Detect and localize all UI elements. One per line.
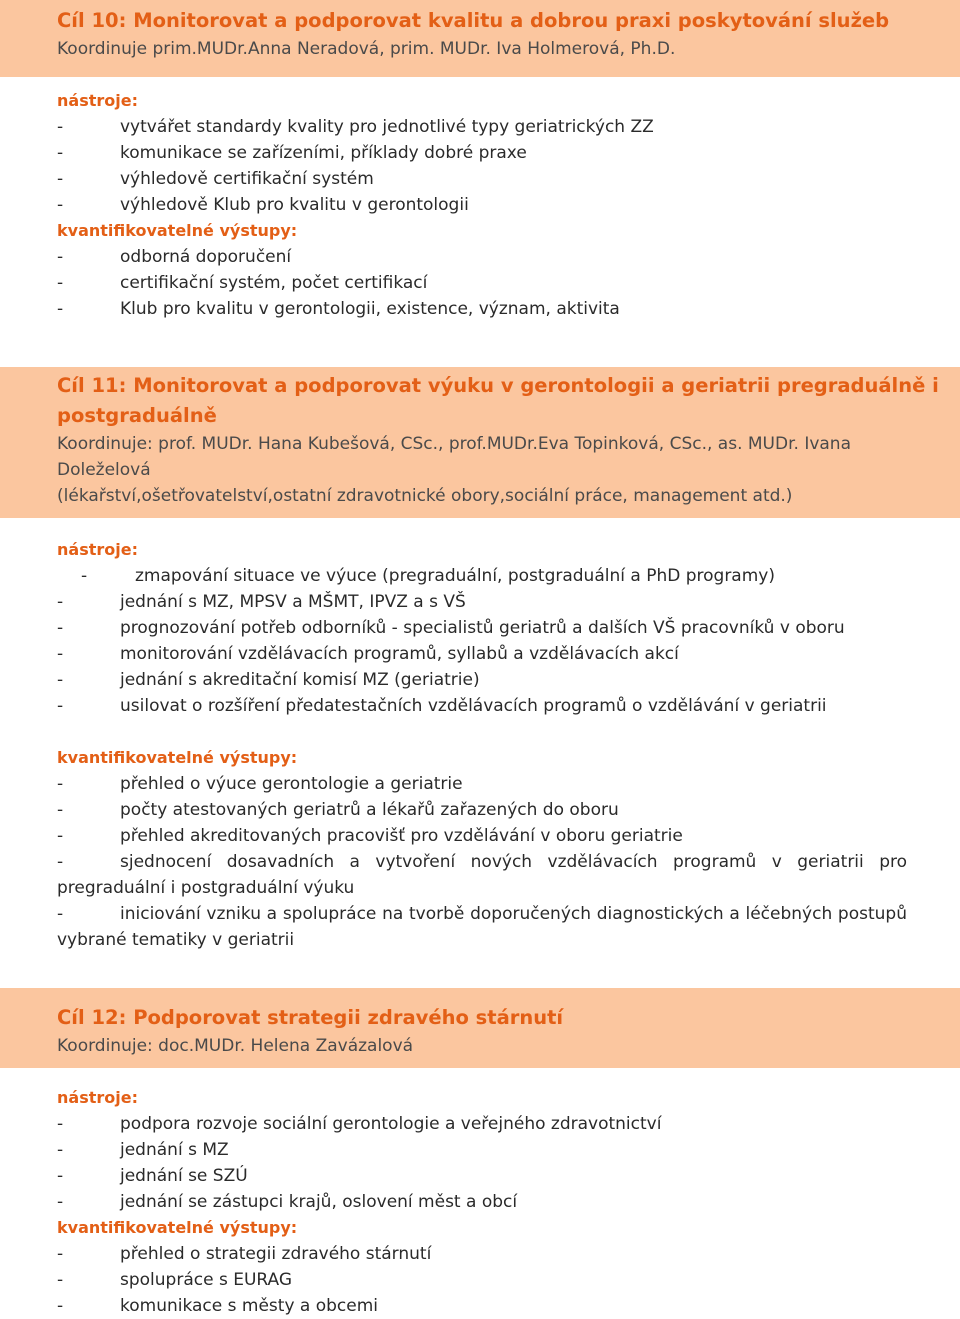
list-item: - jednání s akreditační komisí MZ (geriatrie) [57, 670, 480, 690]
list-item: - odborná doporučení [57, 247, 292, 267]
list-item: - jednání s MZ, MPSV a MŠMT, IPVZ a s VŠ [57, 592, 466, 612]
list-item: - jednání s MZ [57, 1140, 229, 1160]
goal-12-tools-label: nástroje: [57, 1088, 138, 1107]
goal-10-body [57, 88, 907, 322]
goal-10-coordinators: Koordinuje prim.MUDr.Anna Neradová, prim. MUDr. Iva Holmerová, Ph.D. [57, 39, 676, 59]
goal-10-tools-label: nástroje: [57, 91, 138, 110]
goal-12-header [0, 988, 960, 1068]
list-item: - komunikace s městy a obcemi [57, 1296, 379, 1316]
list-item: - počty atestovaných geriatrů a lékařů zařazených do oboru [57, 800, 619, 820]
list-item: - výhledově certifikační systém [57, 169, 374, 189]
goal-12-body [57, 1085, 907, 1319]
list-item: - iniciování vzniku a spolupráce na tvorbě doporučených diagnostických a léčebných postupů vybrané tematiky v geriatrii [57, 904, 907, 950]
list-item: - monitorování vzdělávacích programů, syllabů a vzdělávacích akcí [57, 644, 679, 664]
goal-11-body [57, 537, 907, 953]
goal-10-header [0, 0, 960, 77]
list-item: - přehled o strategii zdravého stárnutí [57, 1244, 432, 1264]
goal-12-coordinators: Koordinuje: doc.MUDr. Helena Zavázalová [57, 1036, 414, 1056]
goal-11-title-cont: postgraduálně [57, 404, 217, 427]
list-item: - certifikační systém, počet certifikací [57, 273, 428, 293]
list-item: - jednání se zástupci krajů, oslovení měst a obcí [57, 1192, 518, 1212]
list-item: - spolupráce s EURAG [57, 1270, 293, 1290]
spacer [57, 719, 907, 745]
goal-11-outputs-label: kvantifikovatelné výstupy: [57, 748, 298, 767]
goal-11-scope: (lékařství,ošetřovatelství,ostatní zdravotnické obory,sociální práce, management atd.) [57, 486, 793, 506]
list-item: - Klub pro kvalitu v gerontologii, existence, význam, aktivita [57, 299, 620, 319]
goal-10-outputs-label: kvantifikovatelné výstupy: [57, 221, 298, 240]
list-item: - přehled akreditovaných pracovišť pro vzdělávání v oboru geriatrie [57, 826, 683, 846]
goal-11-coordinators: Koordinuje: prof. MUDr. Hana Kubešová, CSc., prof.MUDr.Eva Topinková, CSc., as. MUDr. Ivana Doleželová [57, 434, 852, 480]
goal-11-header [0, 367, 960, 518]
list-item: - vytvářet standardy kvality pro jednotlivé typy geriatrických ZZ [57, 117, 654, 137]
list-item: - přehled o výuce gerontologie a geriatrie [57, 774, 463, 794]
list-item: - sjednocení dosavadních a vytvoření nových vzdělávacích programů v geriatrii pro pregraduální i postgraduální výuku [57, 852, 907, 898]
list-item: - komunikace se zařízeními, příklady dobré praxe [57, 143, 527, 163]
goal-12-outputs-label: kvantifikovatelné výstupy: [57, 1218, 298, 1237]
goal-11-tools-label: nástroje: [57, 540, 138, 559]
list-item: - prognozování potřeb odborníků - specialistů geriatrů a dalších VŠ pracovníků v oboru [57, 618, 845, 638]
list-item: - podpora rozvoje sociální gerontologie a veřejného zdravotnictví [57, 1114, 662, 1134]
goal-11-title: Cíl 11: Monitorovat a podporovat výuku v gerontologii a geriatrii pregraduálně i [57, 374, 939, 397]
goal-10-title: Cíl 10: Monitorovat a podporovat kvalitu a dobrou praxi poskytování služeb [57, 9, 890, 32]
list-item: - usilovat o rozšíření předatestačních vzdělávacích programů o vzdělávání v geriatrii [57, 696, 827, 716]
list-item: - jednání se SZÚ [57, 1166, 248, 1186]
list-item: - výhledově Klub pro kvalitu v gerontologii [57, 195, 469, 215]
goal-12-title: Cíl 12: Podporovat strategii zdravého stárnutí [57, 1006, 564, 1029]
list-item: - zmapování situace ve výuce (pregraduální, postgraduální a PhD programy) [81, 566, 775, 586]
